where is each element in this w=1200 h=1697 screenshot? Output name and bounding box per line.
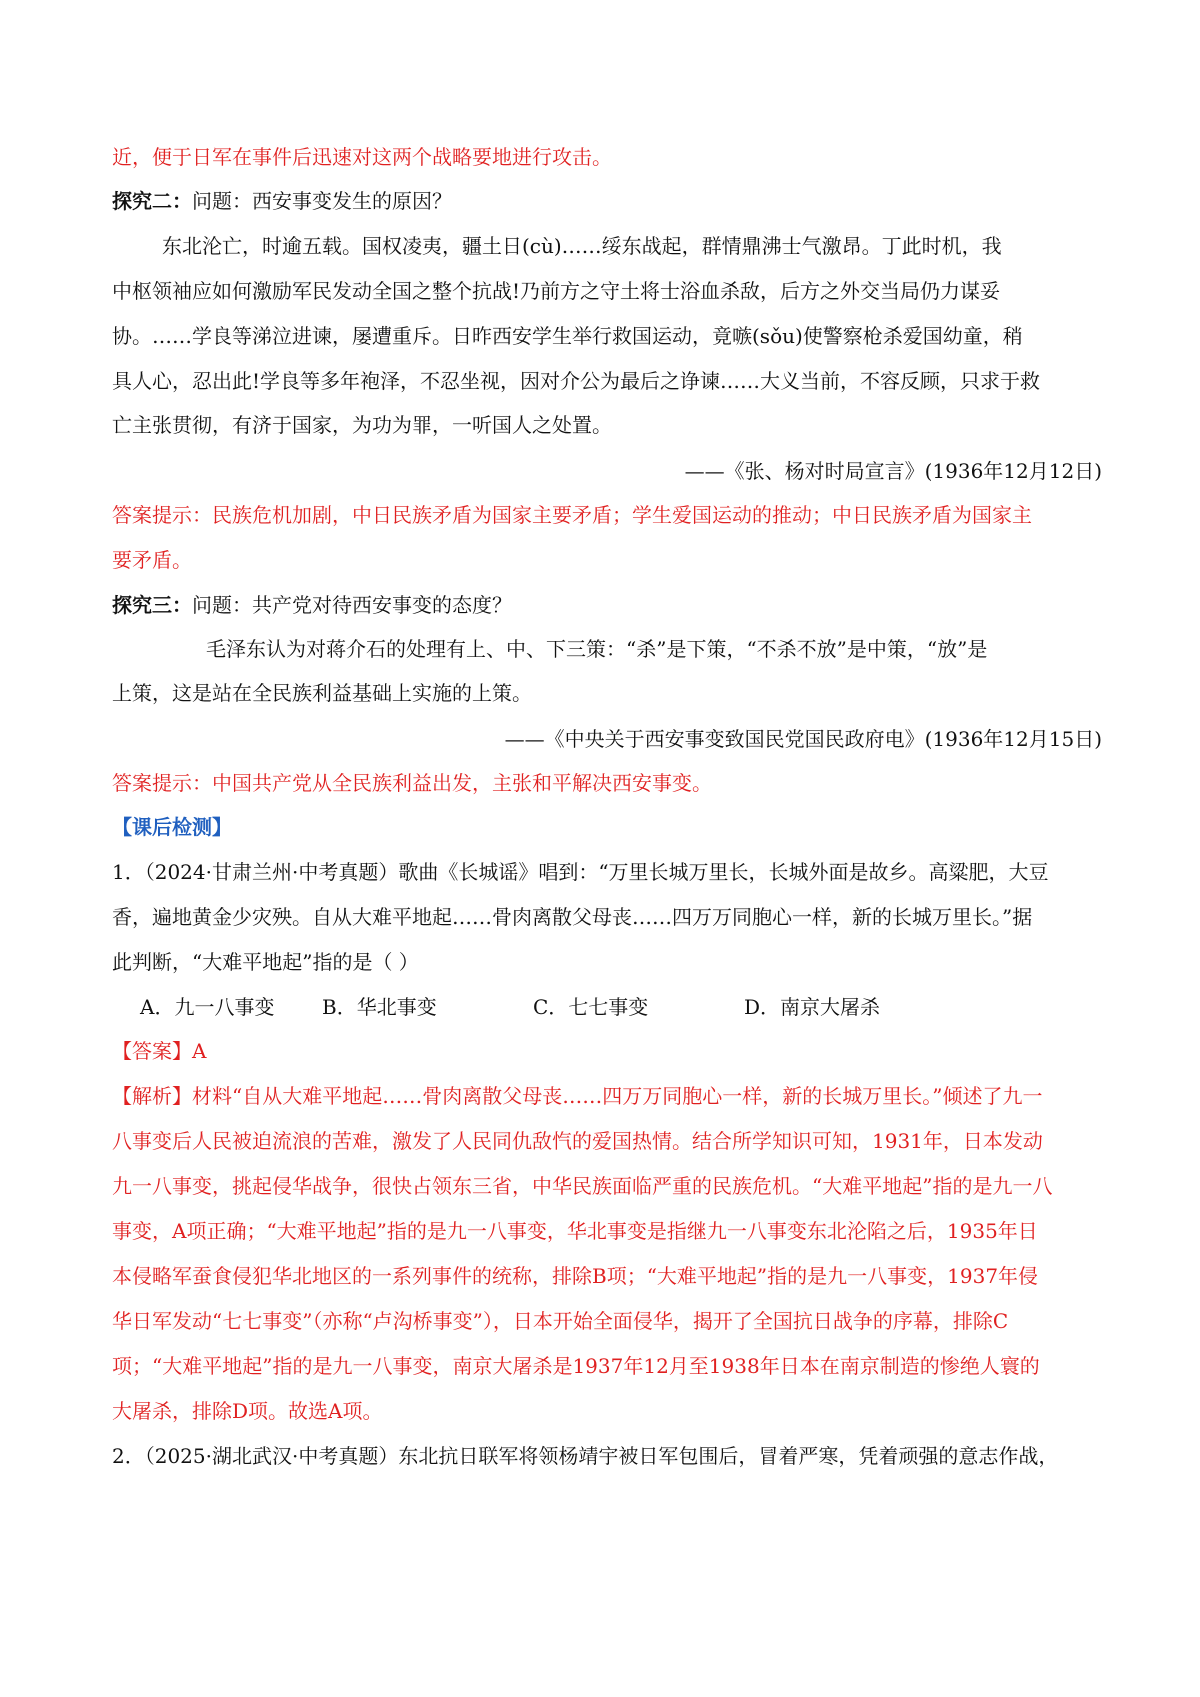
option-b: B．华北事变 bbox=[322, 995, 437, 1019]
answer-continuation: 近，便于日军在事件后迅速对这两个战略要地进行攻击。 bbox=[112, 145, 612, 169]
question-one-line: 香，遍地黄金少灾殃。自从大难平地起……骨肉离散父母丧……四万万同胞心一样，新的长城万里长。”据 bbox=[112, 905, 1033, 929]
material-line: 协。……学良等涕泣进谏，屡遭重斥。日昨西安学生举行救国运动，竟嗾(sǒu)使警察枪杀爱国幼童，稍 bbox=[112, 324, 1023, 348]
inquiry-two-question: 问题：西安事变发生的原因？ bbox=[192, 189, 452, 213]
explanation-line: 九一八事变，挑起侵华战争，很快占领东三省，中华民族面临严重的民族危机。“大难平地起”指的是九一八 bbox=[112, 1174, 1053, 1198]
question-one-line: 此判断，“大难平地起”指的是（ ） bbox=[112, 950, 419, 974]
answer-hint: 答案提示：民族危机加剧，中日民族矛盾为国家主要矛盾；学生爱国运动的推动；中日民族矛盾为国家主 bbox=[112, 503, 1032, 527]
question-one-line: 1．（2024·甘肃兰州·中考真题）歌曲《长城谣》唱到：“万里长城万里长，长城外面是故乡。高粱肥，大豆 bbox=[112, 860, 1049, 884]
option-a: A．九一八事变 bbox=[140, 995, 275, 1019]
answer-hint: 要矛盾。 bbox=[112, 548, 192, 572]
material-source: ——《张、杨对时局宣言》(1936年12月12日) bbox=[684, 459, 1102, 483]
material-line: 东北沦亡，时逾五载。国权凌夷，疆土日(cù)……绥东战起，群情鼎沸士气激昂。丁此时机，我 bbox=[162, 234, 1002, 258]
explanation-line: 事变，A项正确；“大难平地起”指的是九一八事变，华北事变是指继九一八事变东北沦陷之后，1935年日 bbox=[112, 1219, 1038, 1243]
explanation-line: 【解析】材料“自从大难平地起……骨肉离散父母丧……四万万同胞心一样，新的长城万里长。”倾述了九一 bbox=[112, 1084, 1043, 1108]
answer-key: 【答案】A bbox=[112, 1039, 207, 1063]
question-two-line: 2．（2025·湖北武汉·中考真题）东北抗日联军将领杨靖宇被日军包围后，冒着严寒，凭着顽强的意志作战， bbox=[112, 1444, 1059, 1468]
explanation-line: 华日军发动“七七事变”（亦称“卢沟桥事变”），日本开始全面侵华，揭开了全国抗日战争的序幕，排除C bbox=[112, 1309, 1009, 1333]
material-line: 毛泽东认为对蒋介石的处理有上、中、下三策：“杀”是下策，“不杀不放”是中策，“放”是 bbox=[206, 637, 988, 661]
inquiry-three-question: 问题：共产党对待西安事变的态度？ bbox=[192, 593, 512, 617]
material-line: 具人心，忍出此!学良等多年袍泽，不忍坐视，因对介公为最后之诤谏……大义当前，不容反顾，只求于救 bbox=[112, 369, 1041, 393]
inquiry-three-label: 探究三： bbox=[112, 593, 192, 617]
option-d: D．南京大屠杀 bbox=[744, 995, 881, 1019]
explanation-line: 本侵略军蚕食侵犯华北地区的一系列事件的统称，排除B项；“大难平地起”指的是九一八事变，1937年侵 bbox=[112, 1264, 1039, 1288]
inquiry-two-label: 探究二： bbox=[112, 189, 192, 213]
explanation-line: 八事变后人民被迫流浪的苦难，激发了人民同仇敌忾的爱国热情。结合所学知识可知，1931年，日本发动 bbox=[112, 1129, 1043, 1153]
material-line: 上策，这是站在全民族利益基础上实施的上策。 bbox=[112, 681, 532, 705]
answer-hint: 答案提示：中国共产党从全民族利益出发，主张和平解决西安事变。 bbox=[112, 771, 712, 795]
material-source: ——《中央关于西安事变致国民党国民政府电》(1936年12月15日) bbox=[504, 727, 1102, 751]
material-line: 中枢领袖应如何激励军民发动全国之整个抗战!乃前方之守土将士浴血杀敌，后方之外交当局仍力谋妥 bbox=[112, 279, 1001, 303]
inquiry-three bbox=[112, 590, 1102, 620]
explanation-line: 项；“大难平地起”指的是九一八事变，南京大屠杀是1937年12月至1938年日本在南京制造的惨绝人寰的 bbox=[112, 1354, 1040, 1378]
inquiry-two bbox=[112, 186, 1102, 216]
material-line: 亡主张贯彻，有济于国家，为功为罪，一听国人之处置。 bbox=[112, 413, 612, 437]
section-heading: 【课后检测】 bbox=[112, 815, 232, 839]
option-c: C．七七事变 bbox=[533, 995, 649, 1019]
explanation-line: 大屠杀，排除D项。故选A项。 bbox=[112, 1399, 383, 1423]
